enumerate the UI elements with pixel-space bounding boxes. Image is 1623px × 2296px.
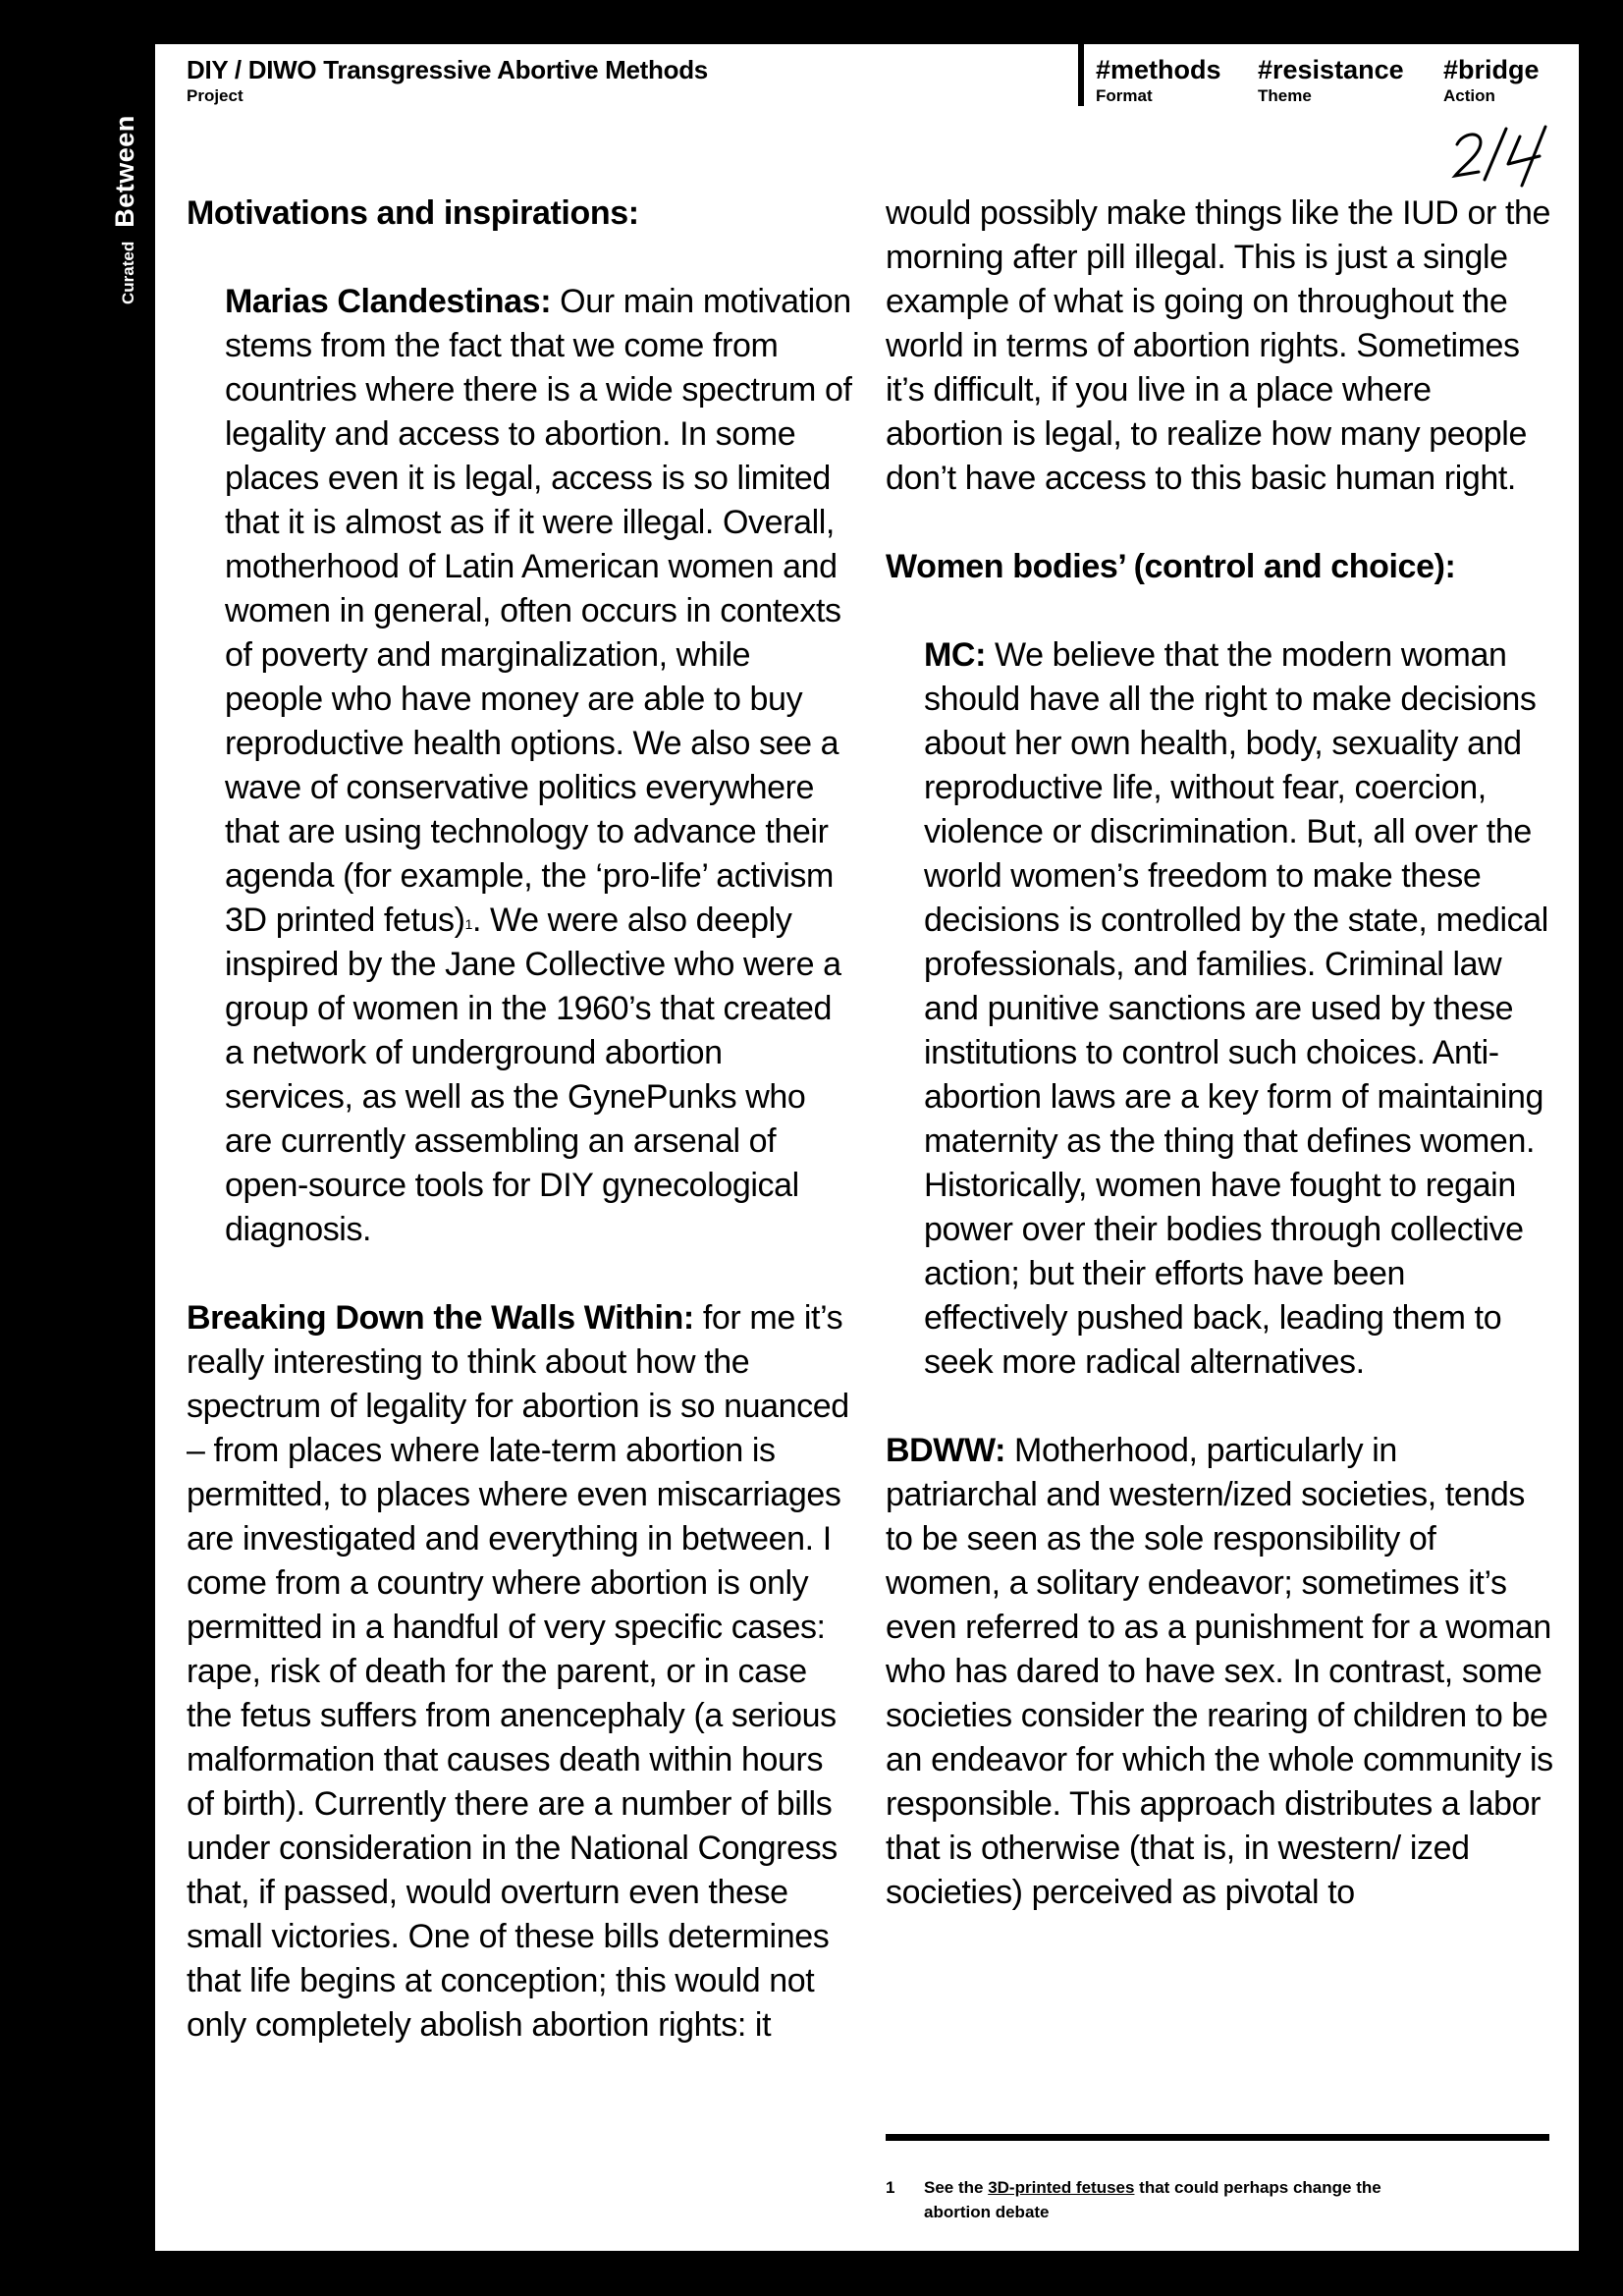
bdww-answer-motivations: [187, 1296, 854, 2048]
header-divider: [1078, 44, 1084, 106]
tag-action[interactable]: [1443, 54, 1540, 107]
project-label: Project: [187, 86, 243, 105]
tag-name: #methods: [1096, 55, 1221, 84]
footnote-ref[interactable]: 1: [464, 916, 472, 932]
tag-theme[interactable]: [1258, 54, 1404, 107]
tag-label: Theme: [1258, 86, 1312, 105]
mc-answer-women-bodies: [886, 633, 1553, 1385]
project-title: DIY / DIWO Transgressive Abortive Methods: [187, 55, 708, 84]
tag-name: #bridge: [1443, 55, 1540, 84]
answer-text: We believe that the modern woman should have all the right to make decisions about her own health, body, sexuality and reproductive life, without fear, coercion, violence or discrimination. But, all over the world women’s freedom to make these decisions is controlled by the state, medical professionals, and families. Criminal law and punitive sanctions are used by these institutions to control such choices. Anti-abortion laws are a key form of maintaining maternity as the thing that defines women. Historically, women have fought to regain power over their bodies through collective action; but their efforts have been effectively pushed back, leading them to seek more radical alternatives.: [924, 636, 1548, 1381]
speaker-label: Breaking Down the Walls Within:: [187, 1299, 694, 1337]
tag-name: #resistance: [1258, 55, 1404, 84]
tag-label: Action: [1443, 86, 1495, 105]
continuation-text: would possibly make things like the IUD or the morning after pill illegal. This is just a single example of what is going on throughout the world in terms of abortion rights. Sometimes it’s difficult, if you live in a place where abortion is legal, to realize how many people don’t have access to this basic human right.: [886, 194, 1551, 497]
speaker-label: BDWW:: [886, 1432, 1005, 1469]
footnote: [886, 2175, 1395, 2224]
publication-side-label: [110, 115, 140, 304]
footnote-text: [924, 2175, 1395, 2224]
speaker-label: MC:: [924, 636, 986, 674]
between-label: Between: [110, 115, 139, 228]
tag-label: Format: [1096, 86, 1153, 105]
answer-text: Motherhood, particularly in patriarchal and western/ized societies, tends to be seen as the sole responsibility of women, a solitary endeavor; sometimes it’s even referred to as a punishment for a woman who has dared to have sex. In contrast, some societies consider the rearing of children to be an endeavor for which the whole community is responsible. This approach distributes a labor that is otherwise (that is, in western/ ized societies) perceived as pivotal to: [886, 1432, 1553, 1911]
section-heading-motivations: Motivations and inspirations:: [187, 194, 639, 232]
left-column: [187, 191, 854, 2048]
answer-text: Our main motivation stems from the fact that we come from countries where there is a wide spectrum of legality and access to abortion. In some places even it is legal, access is so limited that it is almost as if it were illegal. Overall, motherhood of Latin American women and women in general, often occurs in contexts of poverty and marginalization, while people who have money are able to buy reproductive health options. We also see a wave of conservative politics everywhere that are using technology to advance their agenda (for example, the ‘pro-life’ activism 3D printed fetus): [225, 283, 852, 939]
speaker-label: Marias Clandestinas:: [225, 283, 552, 320]
document-page: [155, 44, 1579, 2251]
footnote-number: 1: [886, 2178, 895, 2197]
handwritten-page-number: [1449, 115, 1557, 193]
project-header: [187, 54, 708, 107]
right-column: [886, 191, 1553, 1915]
footnote-prefix: See the: [924, 2178, 989, 2197]
answer-text: for me it’s really interesting to think about how the spectrum of legality for abortion is so nuanced – from places where late-term abortion is permitted, to places where even miscarriages are investigated and everything in between. I come from a country where abortion is only permitted in a handful of very specific cases: rape, risk of death for the parent, or in case the fetus suffers from anencephaly (a serious malformation that causes death within hours of birth). Currently there are a number of bills under consideration in the National Congress that, if passed, would overturn even these small victories. One of these bills determines that life begins at conception; this would not only completely abolish abortion rights: it: [187, 1299, 849, 2044]
footnote-link[interactable]: 3D-printed fetuses: [988, 2178, 1135, 2197]
tag-format[interactable]: [1096, 54, 1221, 107]
mc-answer-motivations: [187, 280, 854, 1252]
answer-text-cont: . We were also deeply inspired by the Jane Collective who were a group of women in the 1960’s that created a network of underground abortion services, as well as the GynePunks who are currently assembling an arsenal of open-source tools for DIY gynecological diagnosis.: [225, 902, 841, 1248]
footnote-divider: [886, 2134, 1549, 2141]
section-heading-women-bodies: Women bodies’ (control and choice):: [886, 548, 1456, 585]
footnote-suffix: that could perhaps change the abortion debate: [924, 2178, 1381, 2221]
bdww-answer-women-bodies: [886, 1429, 1553, 1915]
curated-label: Curated: [119, 241, 137, 304]
